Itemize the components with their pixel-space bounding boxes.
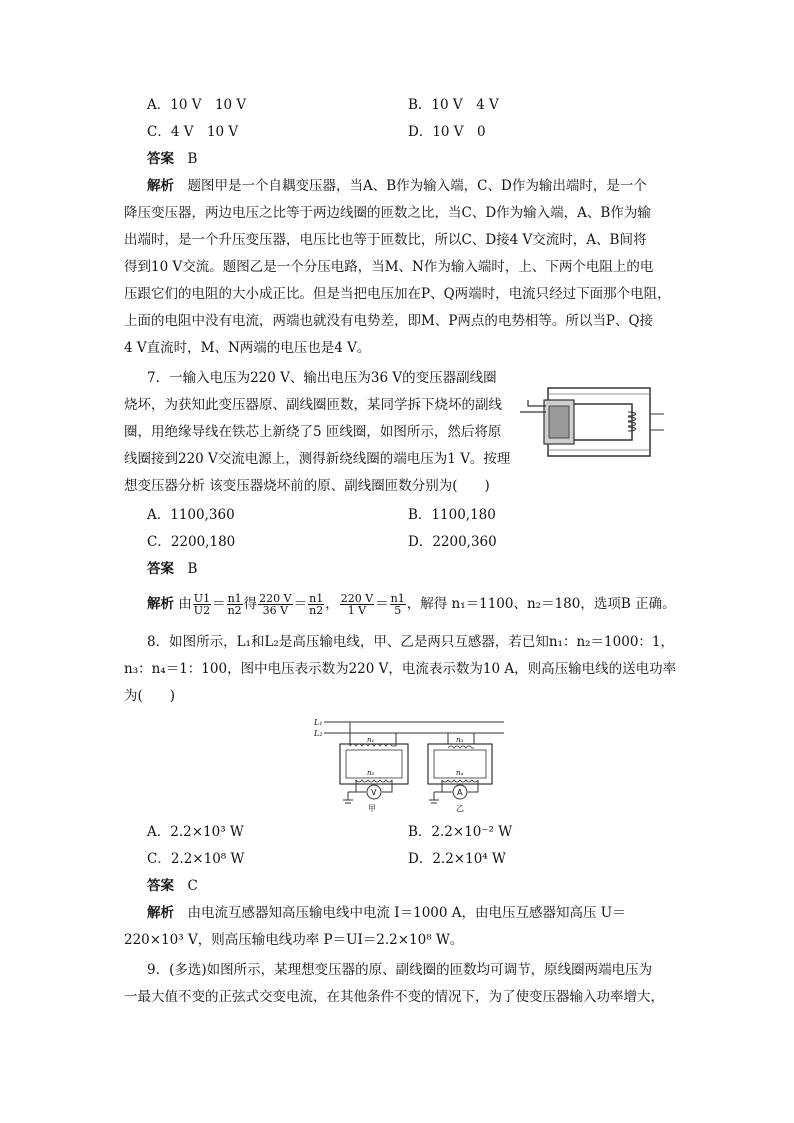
explanation-text: 题图甲是一个自耦变压器，当A、B作为输入端，C、D作为输出端时，是一个	[187, 178, 647, 194]
label-n2: n₂	[367, 769, 375, 777]
option-a: A．10 V 10 V	[147, 97, 247, 113]
transformer-figure	[518, 384, 666, 466]
label-n4: n₄	[456, 769, 464, 777]
fraction: $\frac{220 V}{1 V}$	[340, 592, 374, 617]
explanation-text: 由电流互感器知高压输电线中电流 I＝1000 A，由电压互感器知高压 U＝	[187, 905, 626, 921]
fraction: $\frac{n1}{5}$	[390, 592, 405, 617]
fraction: $\frac{n1}{n2}$	[227, 592, 242, 617]
ammeter-label: A	[457, 788, 463, 797]
exp-text: 由	[178, 596, 192, 612]
answer-label: 答案	[147, 561, 174, 577]
question-stem: 烧坏，为获知此变压器原、副线圈匝数，某同学拆下烧坏的副线	[124, 397, 502, 413]
explanation-line: 上面的电阻中没有电流，两端也就没有电势差，即M、P两点的电势相等。所以当P、Q接	[124, 313, 654, 329]
explanation-label: 解析	[147, 596, 174, 612]
option-a: A．2.2×10³ W	[147, 824, 244, 840]
option-b: B．1100,180	[408, 507, 496, 523]
question-stem: 9．(多选)如图所示，某理想变压器的原、副线圈的匝数均可调节，原线圈两端电压为	[147, 962, 653, 978]
answer-line	[147, 149, 197, 169]
question-stem: 一最大值不变的正弦式交变电流，在其他条件不变的情况下，为了使变压器输入功率增大，	[124, 989, 664, 1005]
explanation-line: 220×10³ V，则高压输电线功率 P＝UI＝2.2×10⁸ W。	[124, 932, 464, 948]
question-stem: 7．一输入电压为220 V、输出电压为36 V的变压器副线圈	[147, 370, 497, 386]
explanation-line: 出端时，是一个升压变压器，电压比也等于匝数比，所以C、D接4 V交流时，A、B间将	[124, 232, 647, 248]
option-a: A．1100,360	[147, 507, 235, 523]
instrument-transformer-figure	[312, 714, 508, 814]
label-n1: n₁	[367, 736, 375, 744]
label-L2: L₂	[314, 729, 323, 738]
explanation-line	[147, 176, 647, 196]
question-stem: 8．如图所示，L₁和L₂是高压输电线，甲、乙是两只互感器，若已知n₁：n₂＝1000：1，	[147, 634, 674, 650]
label-n3: n₃	[456, 736, 464, 744]
explanation-line	[147, 903, 626, 923]
answer-line	[147, 559, 197, 579]
question-stem: n₃：n₄＝1：100，图中电压表示数为220 V，电流表示数为10 A，则高压输电线的送电功率	[124, 661, 677, 677]
answer-value: B	[187, 151, 198, 167]
exp-text: ，解得 n₁＝1100、n₂＝180，选项B 正确。	[406, 596, 676, 612]
voltmeter-label: V	[371, 788, 377, 797]
question-stem: 线圈接到220 V交流电源上，测得新绕线圈的端电压为1 V。按理	[124, 451, 511, 467]
answer-label: 答案	[147, 151, 174, 167]
question-stem: 为( )	[124, 688, 176, 704]
explanation-line: 4 V直流时，M、N两端的电压也是4 V。	[124, 340, 371, 356]
answer-line	[147, 876, 198, 896]
question-stem: 想变压器分析 该变压器烧坏前的原、副线圈匝数分别为( )	[124, 478, 490, 494]
explanation-line: 得到10 V交流。题图乙是一个分压电路，当M、N作为输入端时，上、下两个电阻上的电	[124, 259, 654, 275]
answer-value: B	[187, 561, 198, 577]
fraction: $\frac{220 V}{36 V}$	[259, 592, 292, 617]
explanation-line: 压跟它们的电阻的大小成正比。但是当把电压加在P、Q两端时，电流只经过下面那个电阻，	[124, 286, 671, 302]
answer-value: C	[187, 878, 198, 894]
fraction: $\frac{U1}{U2}$	[193, 592, 211, 617]
label-jia: 甲	[368, 804, 376, 813]
answer-label: 答案	[147, 878, 174, 894]
explanation-line: 解析 由 $\frac{U1}{U2}$ ＝ $\frac{n1}{n2}$ 得 $\frac{220 V}{36 V}$ ＝ $\frac{n1}{n2}$ ， $\frac{220 V}{1 V}$ ＝ $\frac{n1}{5}$ ，解得 n₁＝1100、n₂＝180，选项B 正确。	[147, 592, 676, 617]
option-c: C．2200,180	[147, 534, 236, 550]
label-yi: 乙	[456, 804, 464, 813]
option-d: D．10 V 0	[408, 124, 486, 140]
fraction: $\frac{n1}{n2}$	[309, 592, 324, 617]
explanation-label: 解析	[147, 178, 174, 194]
option-c: C．4 V 10 V	[147, 124, 239, 140]
explanation-line: 降压变压器，两边电压之比等于两边线圈的匝数之比，当C、D作为输入端，A、B作为输	[124, 205, 651, 221]
option-c: C．2.2×10⁸ W	[147, 851, 245, 867]
option-d: D．2.2×10⁴ W	[408, 851, 506, 867]
question-stem: 圈，用绝缘导线在铁芯上新绕了5 匝线圈，如图所示，然后将原	[124, 424, 502, 440]
option-d: D．2200,360	[408, 534, 497, 550]
label-L1: L₁	[314, 718, 323, 727]
option-b: B．2.2×10⁻² W	[408, 824, 513, 840]
option-b: B．10 V 4 V	[408, 97, 499, 113]
explanation-label: 解析	[147, 905, 174, 921]
